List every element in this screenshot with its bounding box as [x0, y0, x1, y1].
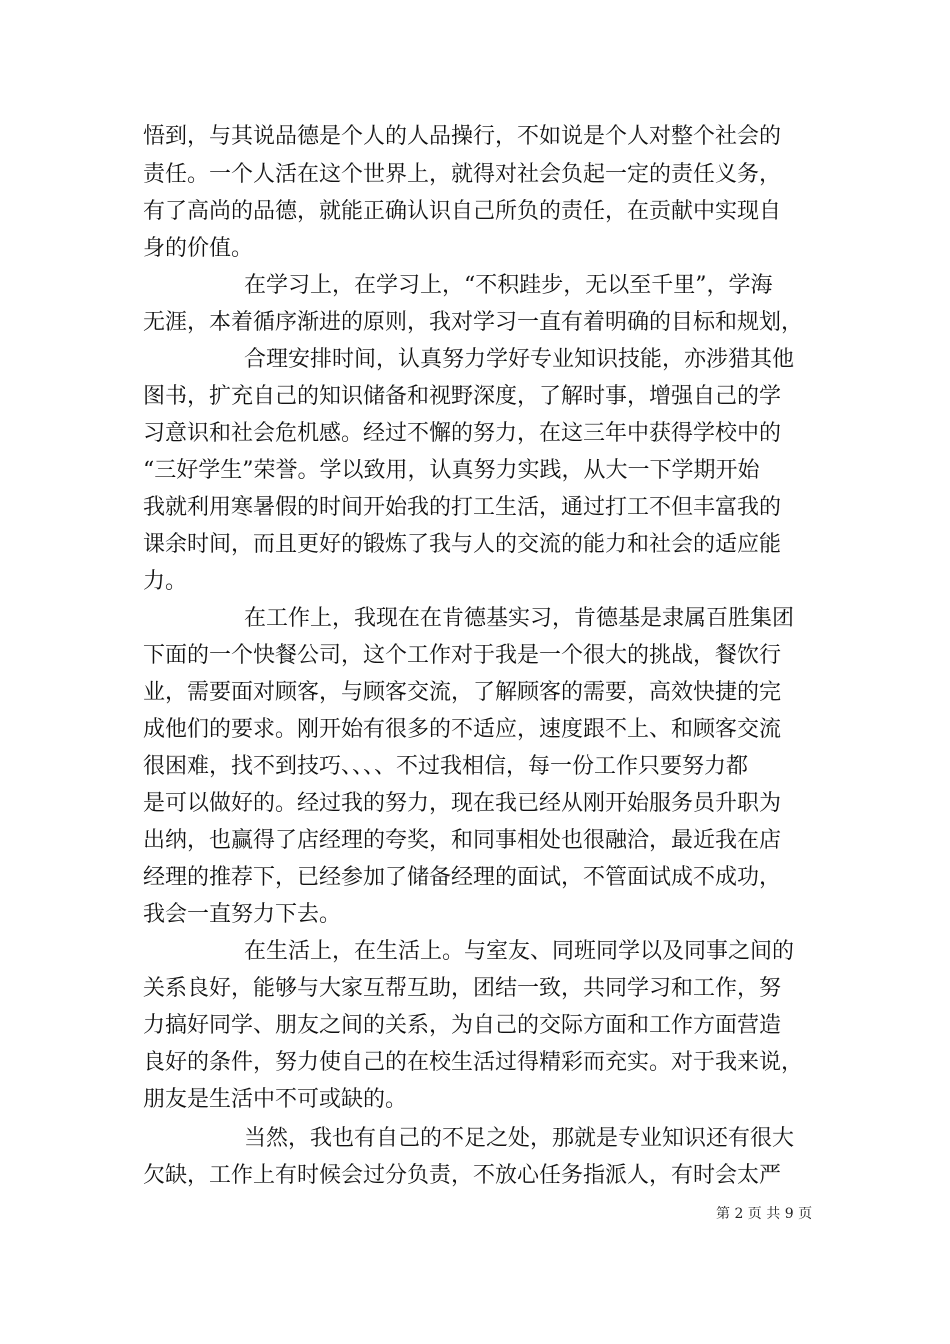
text-line: 下面的一个快餐公司，这个工作对于我是一个很大的挑战，餐饮行	[143, 643, 782, 668]
text-line: “三好学生”荣誉。学以致用，认真努力实践，从大一下学期开始	[143, 458, 760, 483]
page-number-footer: 第 2 页 共 9 页	[716, 1206, 813, 1222]
text-line: 习意识和社会危机感。经过不懈的努力，在这三年中获得学校中的	[143, 421, 782, 446]
text-line: 责任。一个人活在这个世界上，就得对社会负起一定的责任义务，	[143, 162, 782, 187]
text-line: 无涯，本着循序渐进的原则，我对学习一直有着明确的目标和规划，	[143, 310, 804, 335]
paragraph-first-line: 在学习上，在学习上，“不积跬步，无以至千里”，学海	[244, 273, 773, 298]
paragraph-first-line: 当然，我也有自己的不足之处，那就是专业知识还有很大	[244, 1126, 795, 1151]
text-line: 经理的推荐下，已经参加了储备经理的面试，不管面试成不成功，	[143, 865, 782, 890]
text-line: 我会一直努力下去。	[143, 902, 342, 927]
text-line: 很困难，找不到技巧、、、、不过我相信，每一份工作只要努力都	[143, 754, 749, 779]
paragraph-first-line: 合理安排时间，认真努力学好专业知识技能，亦涉猎其他	[244, 347, 795, 372]
text-line: 出纳，也赢得了店经理的夸奖，和同事相处也很融洽，最近我在店	[143, 828, 782, 853]
text-line: 悟到，与其说品德是个人的人品操行，不如说是个人对整个社会的	[143, 124, 782, 149]
text-line: 是可以做好的。经过我的努力，现在我已经从刚开始服务员升职为	[143, 791, 782, 816]
text-line: 关系良好，能够与大家互帮互助，团结一致，共同学习和工作，努	[143, 976, 782, 1001]
text-line: 有了高尚的品德，就能正确认识自己所负的责任，在贡献中实现自	[143, 199, 782, 224]
text-line: 欠缺，工作上有时候会过分负责，不放心任务指派人，有时会太严	[143, 1163, 782, 1188]
text-line: 业，需要面对顾客，与顾客交流，了解顾客的需要，高效快捷的完	[143, 680, 782, 705]
text-line: 我就利用寒暑假的时间开始我的打工生活，通过打工不但丰富我的	[143, 495, 782, 520]
text-line: 成他们的要求。刚开始有很多的不适应，速度跟不上、和顾客交流	[143, 717, 782, 742]
paragraph-first-line: 在工作上，我现在在肯德基实习，肯德基是隶属百胜集团	[244, 606, 795, 631]
text-line: 力搞好同学、朋友之间的关系，为自己的交际方面和工作方面营造	[143, 1013, 782, 1038]
paragraph-first-line: 在生活上，在生活上。与室友、同班同学以及同事之间的	[244, 939, 795, 964]
text-line: 良好的条件，努力使自己的在校生活过得精彩而充实。对于我来说，	[143, 1050, 804, 1075]
text-line: 力。	[143, 569, 188, 594]
text-line: 课余时间，而且更好的锻炼了我与人的交流的能力和社会的适应能	[143, 532, 782, 557]
text-line: 身的价值。	[143, 236, 254, 261]
text-line: 朋友是生活中不可或缺的。	[143, 1087, 408, 1112]
text-line: 图书，扩充自己的知识储备和视野深度，了解时事，增强自己的学	[143, 384, 782, 409]
